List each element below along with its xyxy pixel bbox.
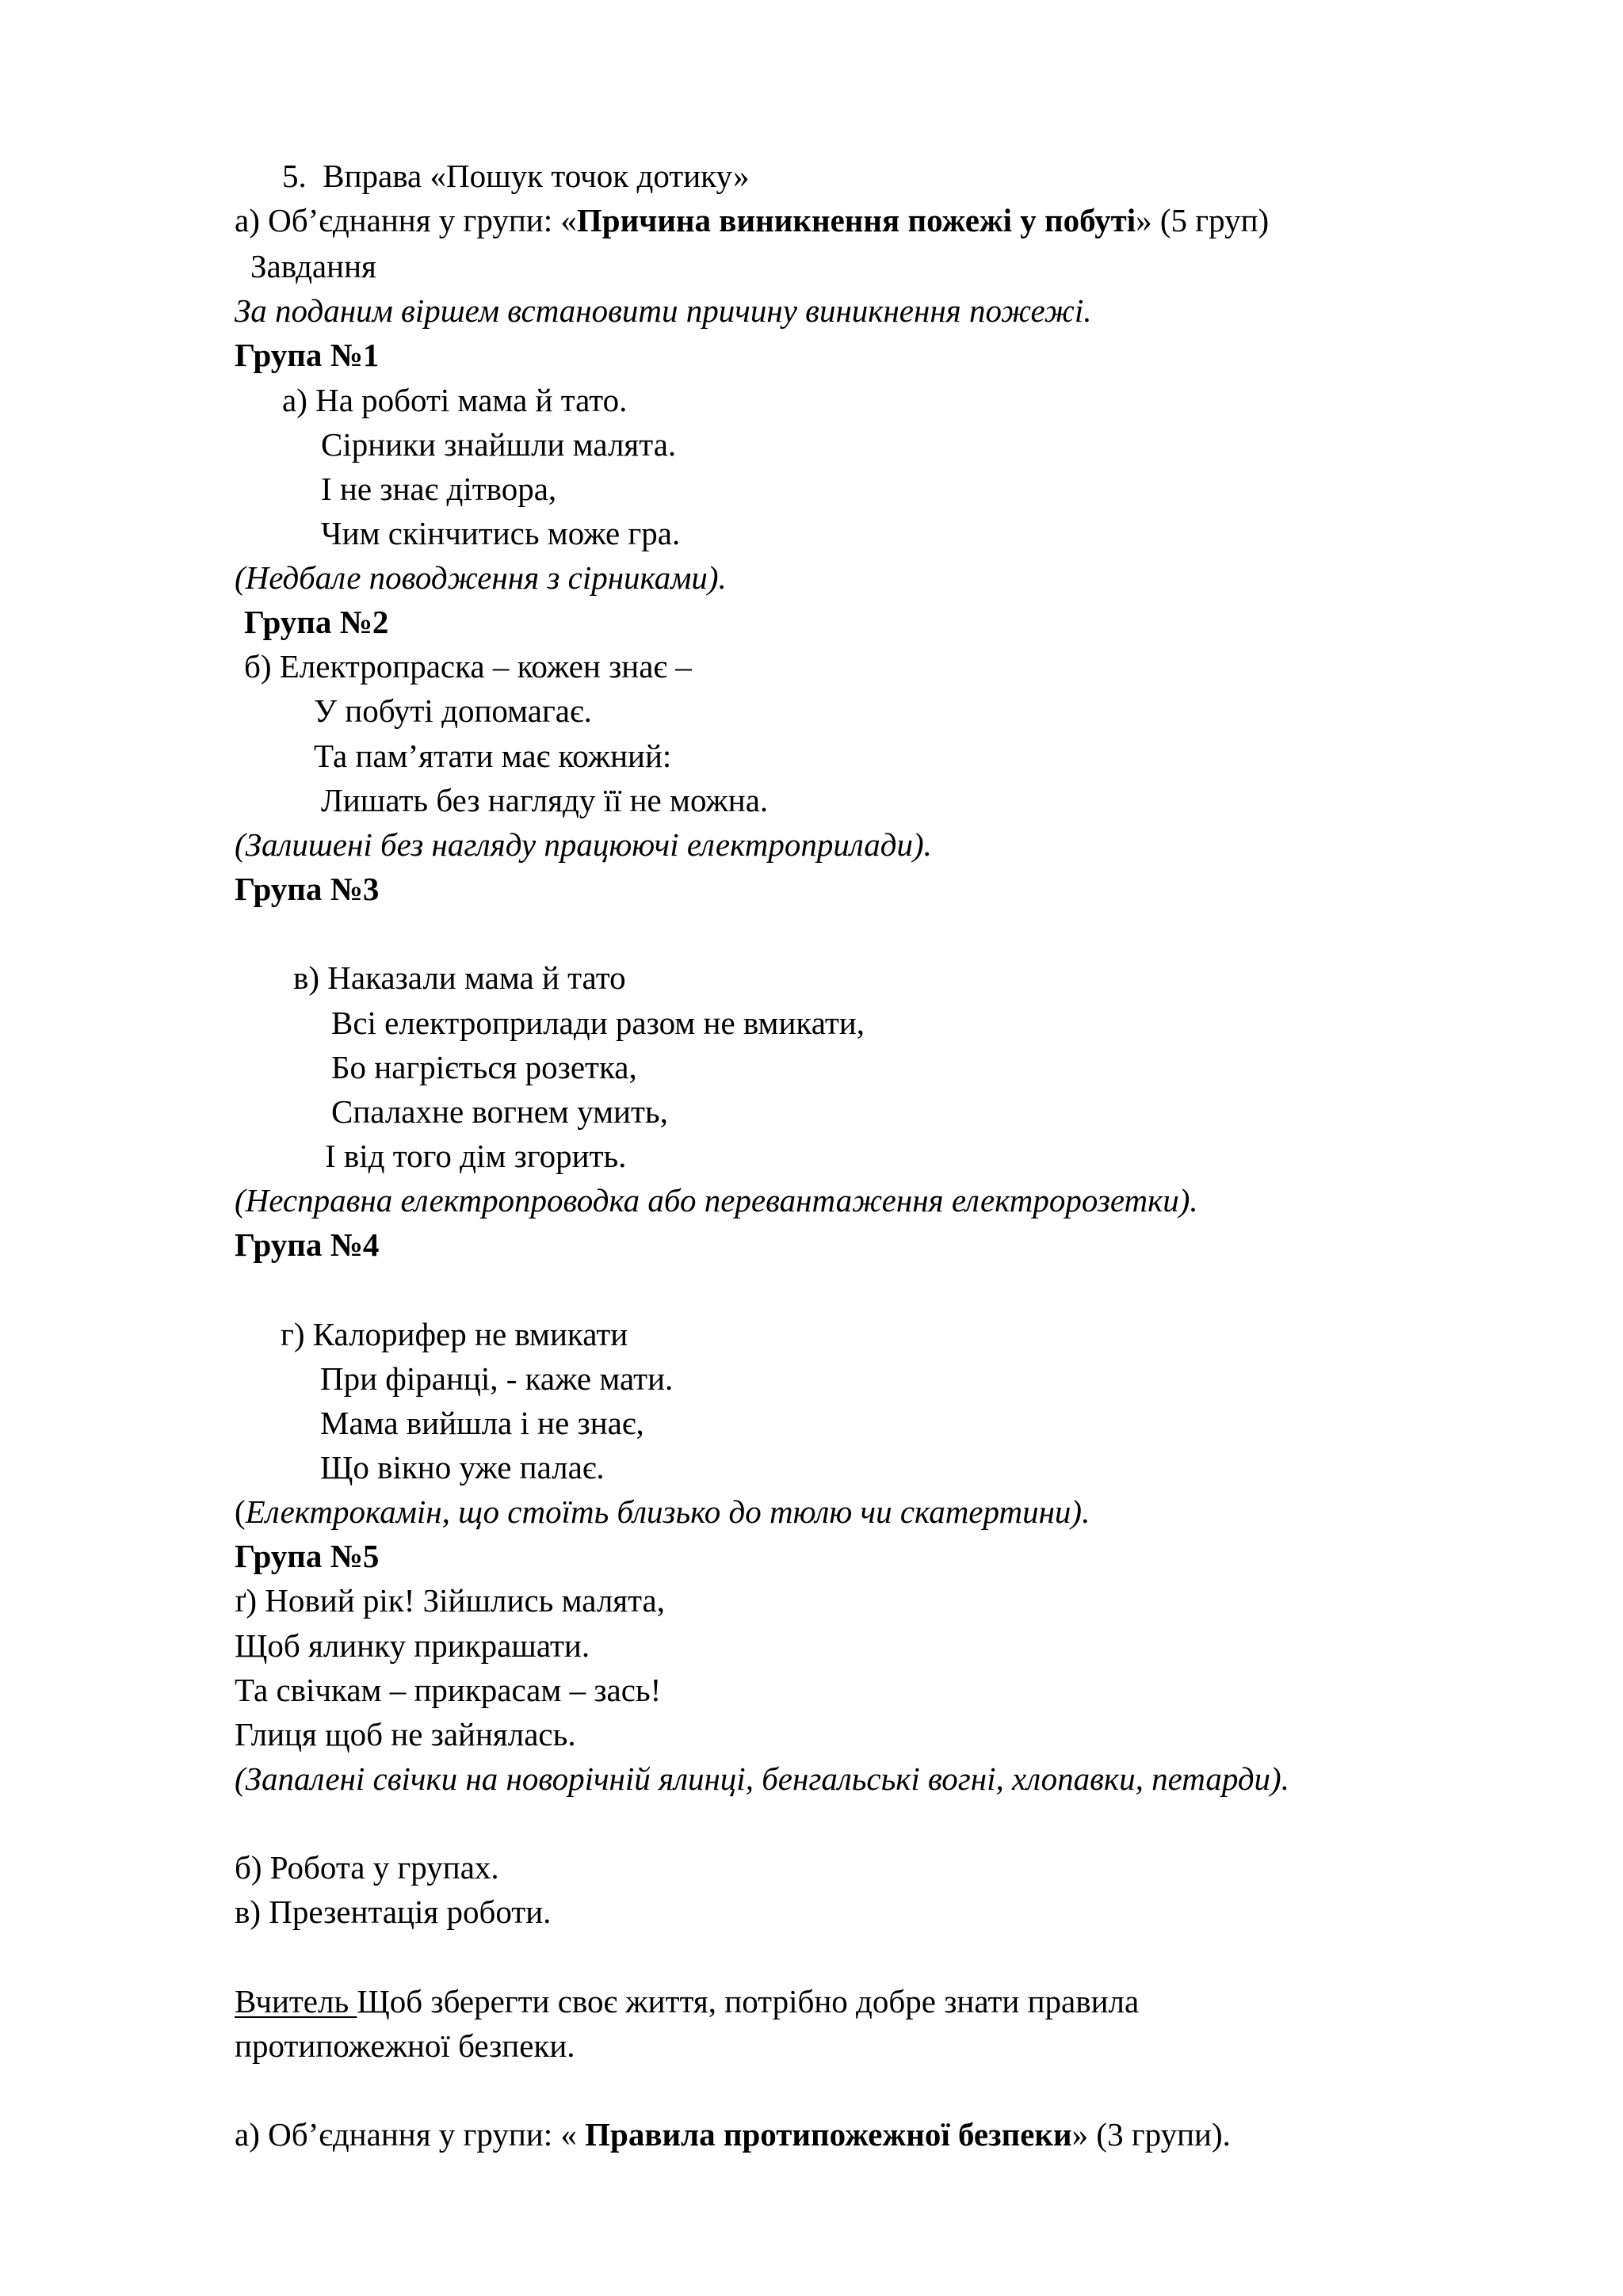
teacher-text-line-2: протипожежної безпеки. (235, 2027, 575, 2064)
group-2-line-2: У побуті допомагає. (314, 692, 592, 729)
group-4-line-2: При фіранці, - каже мати. (320, 1360, 674, 1397)
final-pre: а) Об’єднання у групи: « (235, 2116, 586, 2153)
groups-intro-topic: Причина виникнення пожежі у побуті (576, 202, 1136, 238)
group-1-line-1: а) На роботі мама й тато. (282, 382, 628, 418)
step-presentation: в) Презентація роботи. (235, 1894, 552, 1930)
group-5-answer: (Запалені свічки на новорічній ялинці, бенгальські вогні, хлопавки, петарди). (235, 1760, 1289, 1797)
group-1-line-3: І не знає дітвора, (321, 471, 557, 507)
step-group-work: б) Робота у групах. (235, 1849, 499, 1886)
group-3-title: Група №3 (235, 871, 380, 907)
group-1-line-4: Чим скінчитись може гра. (321, 515, 681, 551)
teacher-paragraph (235, 1982, 1139, 2020)
group-3-line-5: І від того дім згорить. (325, 1138, 627, 1174)
final-post: » (3 групи). (1071, 2116, 1231, 2153)
group-5-title: Група №5 (235, 1538, 380, 1574)
group-2-title: Група №2 (244, 604, 389, 640)
task-label: Завдання (250, 248, 376, 284)
group-4-line-3: Мама вийшла і не знає, (320, 1405, 644, 1441)
group-4-title: Група №4 (235, 1226, 380, 1263)
group-2-answer: (Залишені без нагляду працюючі електроприлади). (235, 826, 932, 863)
group-2-line-4: Лишать без нагляду її не можна. (321, 782, 769, 818)
group-4-answer-open: ( (235, 1493, 246, 1530)
group-5-line-1: ґ) Новий рік! Зійшлись малята, (235, 1582, 666, 1619)
group-1-title: Група №1 (235, 337, 380, 373)
teacher-label: Вчитель (235, 1983, 357, 2019)
heading-number: 5. (282, 158, 307, 194)
groups-intro (235, 201, 1269, 239)
final-topic: Правила протипожежної безпеки (585, 2116, 1072, 2153)
group-3-line-4: Спалахне вогнем умить, (331, 1093, 668, 1130)
group-2-line-1: б) Електропраска – кожен знає – (244, 648, 692, 685)
group-3-line-3: Бо нагріється розетка, (331, 1049, 637, 1085)
final-groups-intro (235, 2115, 1231, 2153)
group-1-answer: (Недбале поводження з сірниками). (235, 559, 727, 596)
group-5-line-3: Та свічкам – прикрасам – зась! (235, 1672, 662, 1708)
group-3-line-2: Всі електроприлади разом не вмикати, (331, 1005, 865, 1041)
group-4-answer (235, 1493, 1090, 1531)
group-4-line-4: Що вікно уже палає. (320, 1449, 605, 1486)
task-text: За поданим віршем встановити причину виникнення пожежі. (235, 292, 1092, 329)
group-1-line-2: Сірники знайшли малята. (321, 426, 677, 463)
groups-intro-pre: а) Об’єднання у групи: « (235, 202, 577, 238)
group-5-line-4: Глиця щоб не зайнялась. (235, 1716, 576, 1753)
group-2-line-3: Та пам’ятати має кожний: (314, 738, 672, 774)
group-4-line-1: г) Калорифер не вмикати (281, 1316, 628, 1352)
group-5-line-2: Щоб ялинку прикрашати. (235, 1627, 590, 1664)
group-4-answer-text: Електрокамін, що стоїть близько до тюлю чи скатертини). (245, 1493, 1090, 1530)
heading-text: Вправа «Пошук точок дотику» (323, 158, 750, 194)
teacher-text-line-1: Щоб зберегти своє життя, потрібно добре знати правила (357, 1983, 1140, 2019)
group-3-line-1: в) Наказали мама й тато (293, 959, 626, 996)
groups-intro-post: » (5 груп) (1136, 202, 1270, 238)
section-heading (282, 157, 750, 195)
group-3-answer: (Несправна електропроводка або перевантаження електророзетки). (235, 1182, 1198, 1219)
